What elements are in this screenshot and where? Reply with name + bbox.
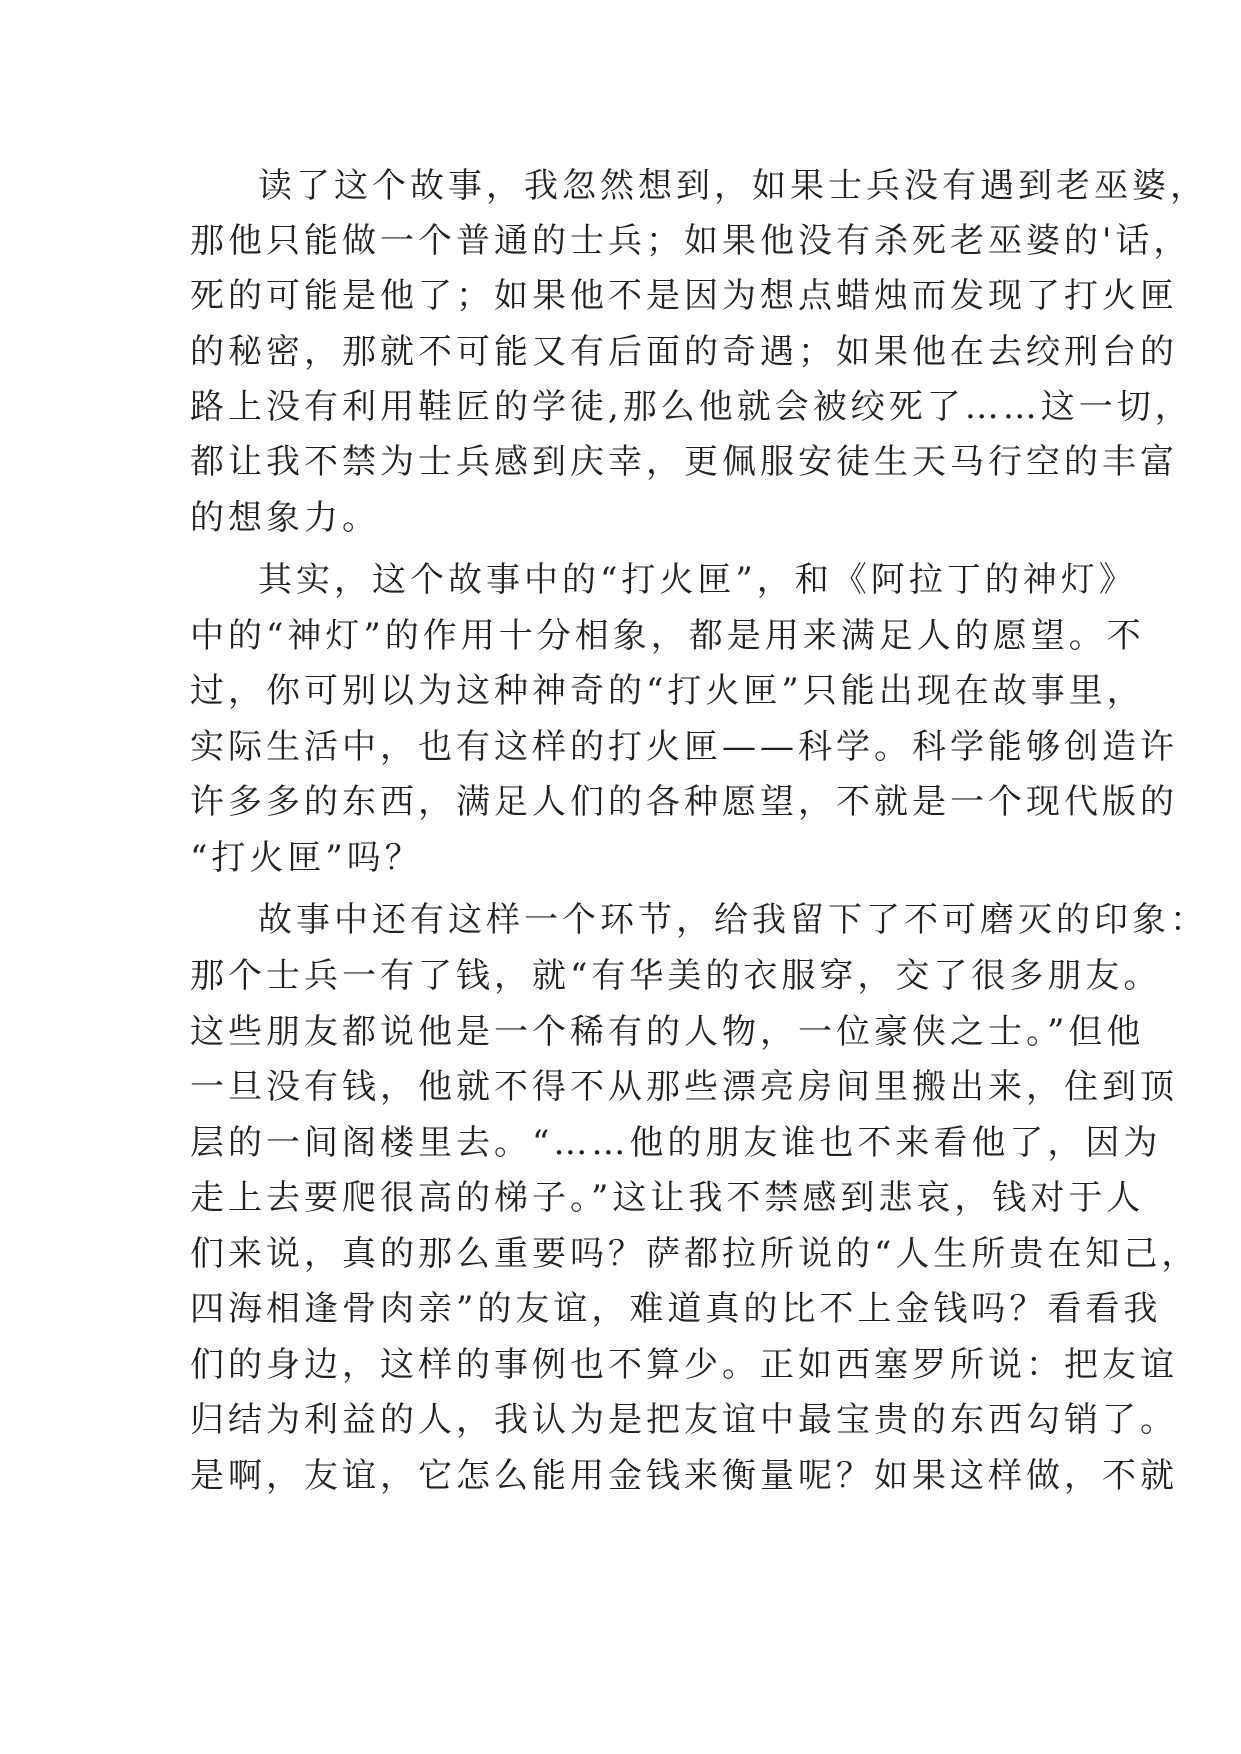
paragraph-2-line-6: “打火匣”吗？ (190, 838, 423, 878)
paragraph-3-line-11: 是啊，友谊，它怎么能用金钱来衡量呢？如果这样做，不就 (190, 1456, 1178, 1496)
paragraph-3-line-4: 一旦没有钱，他就不得不从那些漂亮房间里搬出来，住到顶 (190, 1067, 1178, 1107)
paragraph-3-line-9: 们的身边，这样的事例也不算少。正如西塞罗所说：把友谊 (190, 1345, 1178, 1385)
paragraph-3-line-2: 那个士兵一有了钱，就“有华美的衣服穿，交了很多朋友。 (190, 956, 1162, 996)
paragraph-3-line-3: 这些朋友都说他是一个稀有的人物，一位豪侠之士。”但他 (190, 1012, 1145, 1052)
paragraph-3-line-6: 走上去要爬很高的梯子。”这让我不禁感到悲哀，钱对于人 (190, 1178, 1145, 1218)
paragraph-1-line-1: 读了这个故事，我忽然想到，如果士兵没有遇到老巫婆， (258, 166, 1208, 206)
paragraph-2-line-5: 许多多的东西，满足人们的各种愿望，不就是一个现代版的 (190, 782, 1178, 822)
paragraph-2-line-3: 过，你可别以为这种神奇的“打火匣”只能出现在故事里， (190, 671, 1145, 711)
paragraph-1-line-2: 那他只能做一个普通的士兵；如果他没有杀死老巫婆的'话， (190, 221, 1192, 261)
paragraph-1-line-6: 都让我不禁为士兵感到庆幸，更佩服安徒生天马行空的丰富 (190, 442, 1178, 482)
paragraph-1-line-7: 的想象力。 (190, 498, 380, 538)
paragraph-3-line-10: 归结为利益的人，我认为是把友谊中最宝贵的东西勾销了。 (190, 1400, 1178, 1440)
paragraph-1-line-5: 路上没有利用鞋匠的学徒,那么他就会被绞死了……这一切， (190, 387, 1193, 427)
paragraph-3-line-8: 四海相逢骨肉亲”的友谊，难道真的比不上金钱吗？看看我 (190, 1289, 1162, 1329)
paragraph-1-line-3: 死的可能是他了；如果他不是因为想点蜡烛而发现了打火匣 (190, 276, 1178, 316)
paragraph-1-line-4: 的秘密，那就不可能又有后面的奇遇；如果他在去绞刑台的 (190, 332, 1178, 372)
paragraph-2-line-2: 中的“神灯”的作用十分相象，都是用来满足人的愿望。不 (190, 616, 1145, 656)
paragraph-3-line-1: 故事中还有这样一个环节，给我留下了不可磨灭的印象： (258, 900, 1208, 940)
paragraph-3-line-7: 们来说，真的那么重要吗？萨都拉所说的“人生所贵在知己， (190, 1234, 1200, 1274)
paragraph-3-line-5: 层的一间阁楼里去。“……他的朋友谁也不来看他了，因为 (190, 1123, 1162, 1163)
paragraph-2-line-1: 其实，这个故事中的“打火匣”，和《阿拉丁的神灯》 (258, 560, 1137, 600)
paragraph-2-line-4: 实际生活中，也有这样的打火匣——科学。科学能够创造许 (190, 727, 1178, 767)
